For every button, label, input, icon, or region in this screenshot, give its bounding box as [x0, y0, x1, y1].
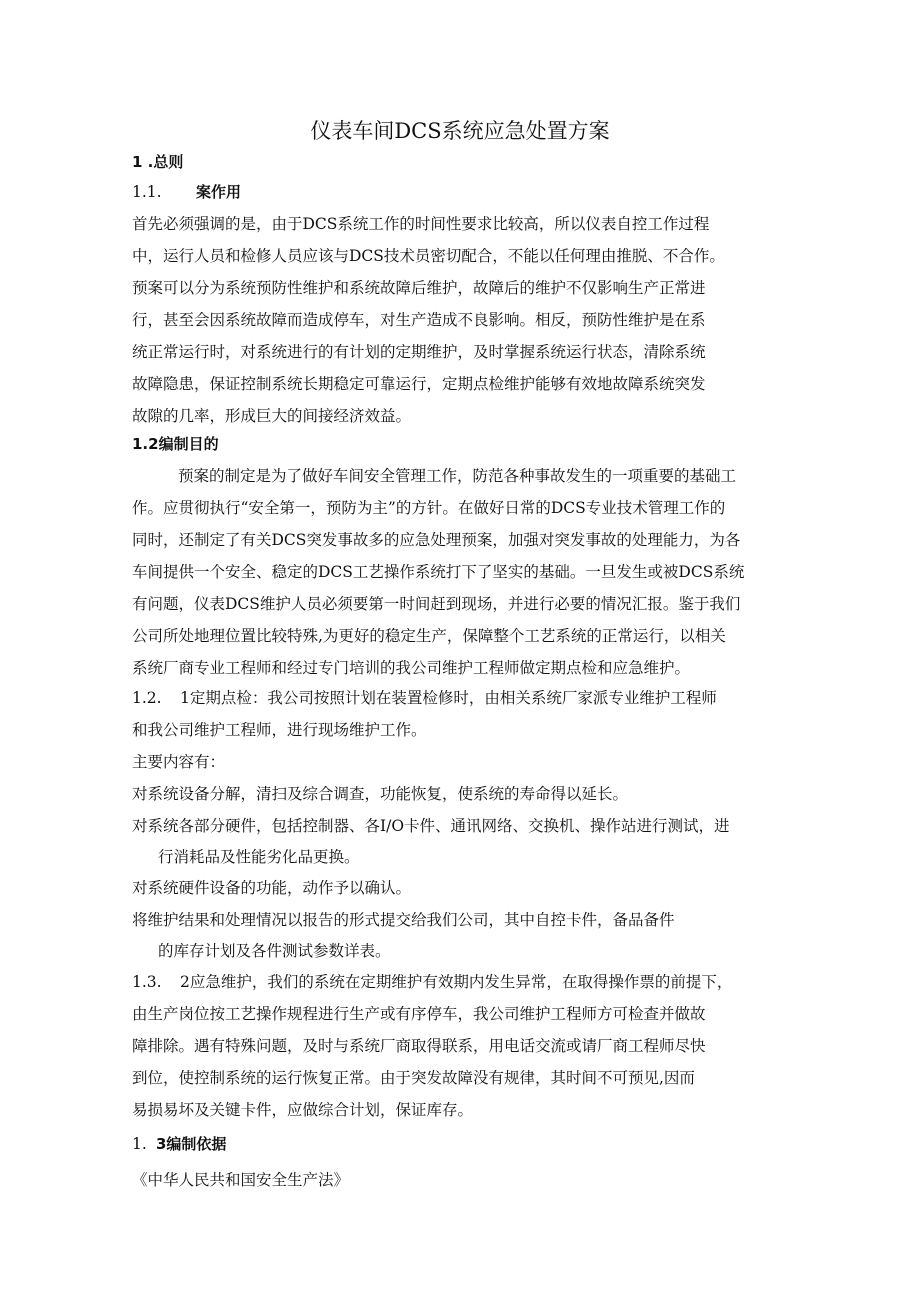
paragraph-line: 首先必须强调的是，由于DCS系统工作的时间性要求比较高，所以仪表自控工作过程	[132, 215, 710, 233]
paragraph-line: 车间提供一个安全、稳定的DCS工艺操作系统打下了坚实的基础。一旦发生或被DCS系统	[132, 563, 745, 581]
paragraph-line: 易损易坏及关键卡件，应做综合计划，保证库存。	[132, 1101, 474, 1119]
section-1-3-number: 1.3.	[132, 973, 162, 991]
paragraph-line: 障排除。遇有特殊问题，及时与系统厂商取得联系，用电话交流或请厂商工程师尽快	[132, 1037, 706, 1055]
list-item: 对系统各部分硬件，包括控制器、各I/O卡件、通讯网络、交换机、操作站进行测试，进	[132, 817, 730, 835]
paragraph-line: 由生产岗位按工艺操作规程进行生产或有序停车，我公司维护工程师方可检查并做故	[132, 1005, 706, 1023]
list-item: 对系统设备分解，清扫及综合调查，功能恢复，使系统的寿命得以延长。	[132, 785, 629, 803]
section-1-3-heading	[132, 1134, 226, 1154]
paragraph-line: 系统厂商专业工程师和经过专门培训的我公司维护工程师做定期点检和应急维护。	[132, 659, 691, 677]
paragraph-line: 预案可以分为系统预防性维护和系统故障后维护，故障后的维护不仅影响生产正常进	[132, 279, 706, 297]
paragraph-line: 故隙的几率，形成巨大的间接经济效益。	[132, 407, 412, 425]
section-1-1-heading	[132, 182, 241, 202]
section-1-2-1-line	[132, 688, 717, 708]
section-1-1-number: 1.1.	[132, 183, 162, 201]
paragraph-line: 故障隐患，保证控制系统长期稳定可靠运行，定期点检维护能够有效地故障系统突发	[132, 375, 706, 393]
paragraph-line: 有问题，仪表DCS维护人员必须要第一时间赶到现场，并进行必要的情况汇报。鉴于我们	[132, 595, 741, 613]
section-1-1-title: 案作用	[196, 183, 242, 201]
list-item: 对系统硬件设备的功能，动作予以确认。	[132, 879, 412, 897]
section-1-3-text: 2应急维护，我们的系统在定期维护有效期内发生异常，在取得操作票的前提下，	[180, 973, 733, 991]
section-1-3-heading-number: 1.	[132, 1135, 147, 1153]
list-item-continuation: 行消耗品及性能劣化品更换。	[158, 848, 360, 866]
paragraph-line: 到位，使控制系统的运行恢复正常。由于突发故障没有规律，其时间不可预见,因而	[132, 1069, 695, 1087]
document-title: 仪表车间DCS系统应急处置方案	[310, 119, 610, 143]
paragraph-line: 公司所处地理位置比较特殊,为更好的稳定生产，保障整个工艺系统的正常运行，以相关	[132, 627, 726, 645]
section-1-2-1-number: 1.2.	[132, 689, 162, 707]
section-1-2-heading: 1.2编制目的	[132, 435, 219, 453]
list-item: 将维护结果和处理情况以报告的形式提交给我们公司，其中自控卡件，备品备件	[132, 911, 675, 929]
section-1-heading: 1 .总则	[132, 153, 184, 171]
paragraph-line: 作。应贯彻执行“安全第一，预防为主”的方针。在做好日常的DCS专业技术管理工作的	[132, 499, 726, 517]
section-1-2-1-text: 1定期点检：我公司按照计划在装置检修时，由相关系统厂家派专业维护工程师	[180, 689, 717, 707]
law-reference: 《中华人民共和国安全生产法》	[132, 1171, 350, 1189]
main-content-label: 主要内容有：	[132, 753, 226, 771]
list-item-continuation: 的库存计划及各件测试参数详表。	[158, 942, 391, 960]
paragraph-line: 同时，还制定了有关DCS突发事故多的应急处理预案，加强对突发事故的处理能力，为各	[132, 531, 741, 549]
paragraph-line: 中，运行人员和检修人员应该与DCS技术员密切配合，不能以任何理由推脱、不合作。	[132, 247, 725, 265]
section-1-3-line	[132, 972, 732, 992]
paragraph-line: 行，甚至会因系统故障而造成停车，对生产造成不良影响。相反，预防性维护是在系	[132, 311, 706, 329]
paragraph-line: 和我公司维护工程师，进行现场维护工作。	[132, 721, 427, 739]
paragraph-line: 预案的制定是为了做好车间安全管理工作，防范各种事故发生的一项重要的基础工	[178, 467, 737, 485]
section-1-3-heading-title: 3编制依据	[156, 1135, 227, 1153]
paragraph-line: 统正常运行时，对系统进行的有计划的定期维护，及时掌握系统运行状态，清除系统	[132, 343, 706, 361]
